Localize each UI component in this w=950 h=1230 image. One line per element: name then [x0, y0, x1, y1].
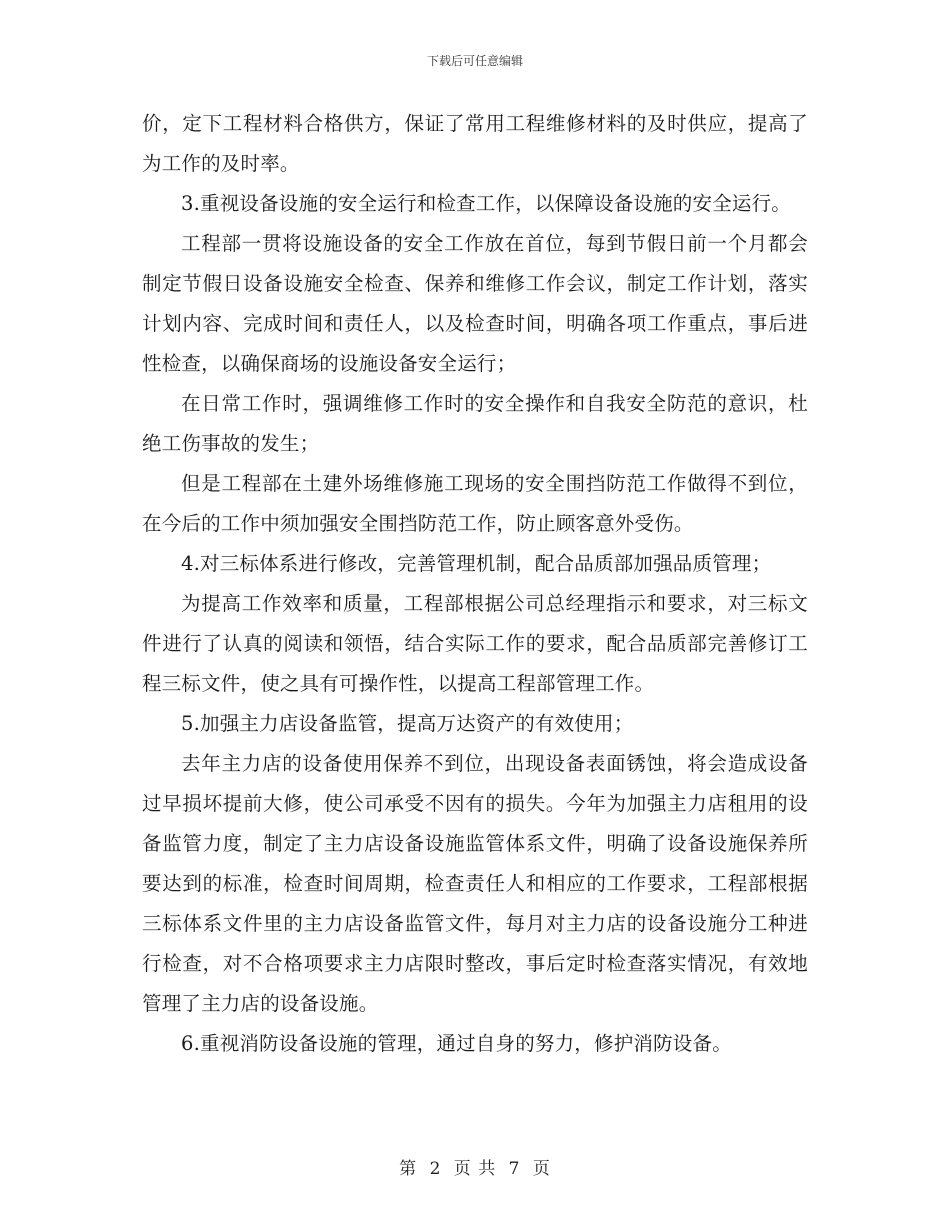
paragraph-7: 为提高工作效率和质量，工程部根据公司总经理指示和要求，对三标文件进行了认真的阅读和领悟，结合实际工作的要求，配合品质部完善修订工程三标文件，使之具有可操作性，以提高工程部管理工作。 [142, 592, 808, 695]
paragraph-4: 在日常工作时，强调维修工作时的安全操作和自我安全防范的意识，杜绝工伤事故的发生； [142, 392, 808, 455]
current-page-number: 2 [429, 1159, 442, 1179]
page-number-footer [0, 1154, 950, 1179]
paragraph-9: 去年主力店的设备使用保养不到位，出现设备表面锈蚀，将会造成设备过早损坏提前大修，使公司承受不因有的损失。今年为加强主力店租用的设备监管力度，制定了主力店设备设施监管体系文件，明确了设备设施保养所要达到的标准，检查时间周期，检查责任人和相应的工作要求，工程部根据三标体系文件里的主力店设备监管文件，每月对主力店的设备设施分工种进行检查，对不合格项要求主力店限时整改，事后定时检查落实情况，有效地管理了主力店的设备设施。 [142, 752, 808, 1015]
paragraph-8: 5.加强主力店设备监管，提高万达资产的有效使用； [181, 712, 634, 735]
footer-suffix: 页 [532, 1159, 551, 1179]
paragraph-2: 3.重视设备设施的安全运行和检查工作，以保障设备设施的安全运行。 [181, 192, 792, 215]
paragraph-6: 4.对三标体系进行修改，完善管理机制，配合品质部加强品质管理； [181, 552, 772, 575]
paragraph-10: 6.重视消防设备设施的管理，通过自身的努力，修护消防设备。 [181, 1032, 732, 1055]
total-page-count: 7 [508, 1159, 521, 1179]
footer-middle: 页 共 [453, 1159, 497, 1179]
footer-prefix: 第 [399, 1159, 418, 1179]
paragraph-3: 工程部一贯将设施设备的安全工作放在首位，每到节假日前一个月都会制定节假日设备设施安全检查、保养和维修工作会议，制定工作计划，落实计划内容、完成时间和责任人，以及检查时间，明确各项工作重点，事后进性检查，以确保商场的设施设备安全运行； [142, 232, 808, 375]
header-note: 下载后可任意编辑 [426, 54, 523, 68]
paragraph-5: 但是工程部在土建外场维修施工现场的安全围挡防范工作做得不到位，在今后的工作中须加强安全围挡防范工作，防止顾客意外受伤。 [142, 472, 808, 535]
document-body [142, 104, 808, 1064]
paragraph-1: 价，定下工程材料合格供方，保证了常用工程维修材料的及时供应，提高了为工作的及时率。 [142, 112, 808, 175]
